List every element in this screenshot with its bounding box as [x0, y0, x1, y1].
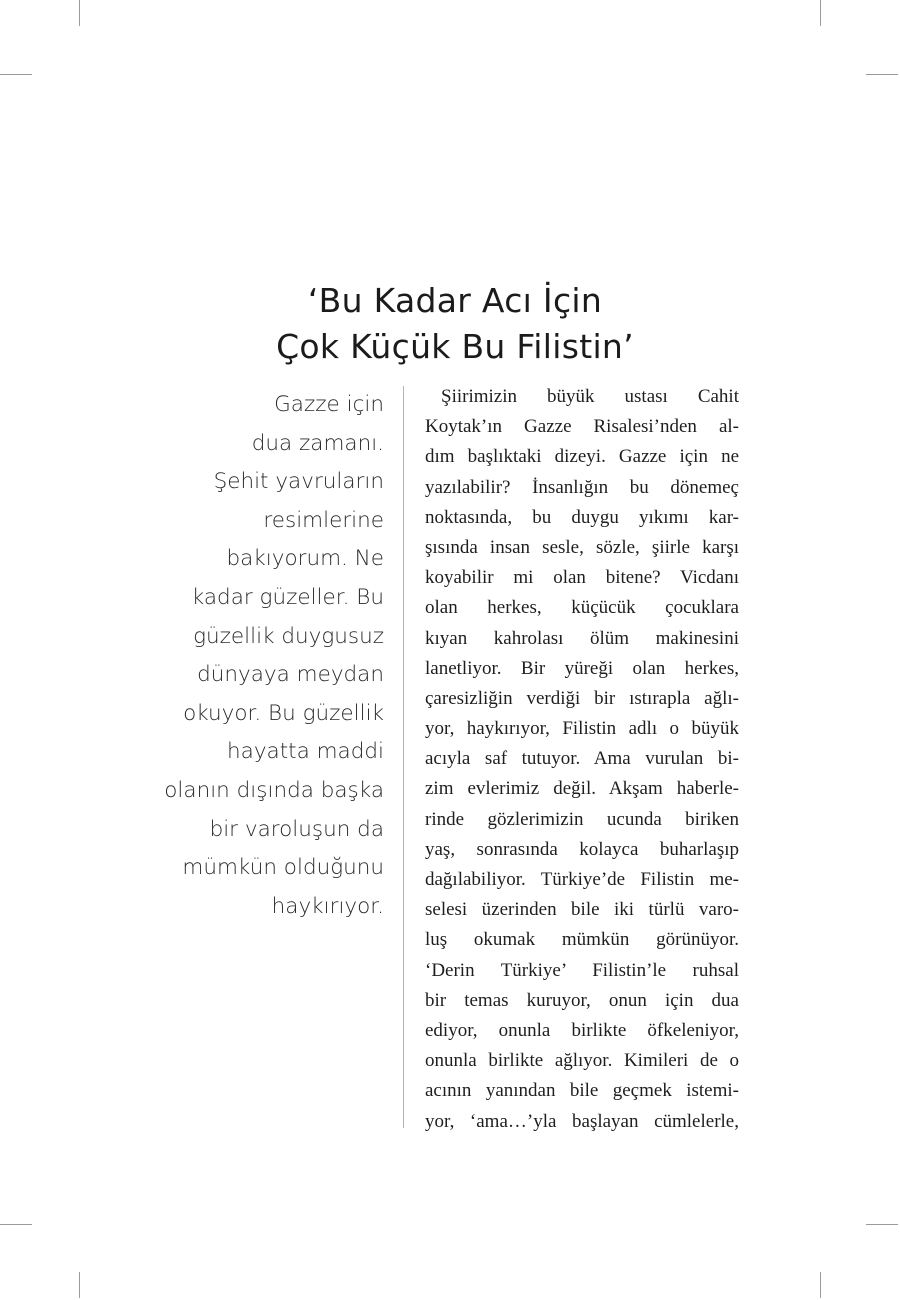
body-line: rinde gözlerimizin ucunda biriken	[425, 808, 739, 830]
chapter-title	[150, 278, 760, 370]
pull-quote-line: Gazze için	[274, 392, 384, 417]
pull-quote-line: hayatta maddi	[227, 739, 384, 765]
body-line: onunla birlikte ağlıyor. Kimileri de o	[425, 1050, 739, 1072]
body-line: ‘Derin Türkiye’ Filistin’le ruhsal	[425, 959, 739, 981]
pull-quote-line: güzellik duygusuz	[193, 623, 384, 649]
chapter-title-line-1: ‘Bu Kadar Acı İçin	[307, 281, 603, 320]
pull-quote-line: dünyaya meydan	[197, 662, 384, 688]
pull-quote-line: bir varoluşun da	[209, 816, 384, 842]
body-line: Şiirimizin büyük ustası Cahit	[441, 386, 739, 407]
body-line: yazılabilir? İnsanlığın bu dönemeç	[425, 476, 739, 498]
pull-quote-line: mümkün olduğunu	[182, 855, 384, 881]
body-line: bir temas kuruyor, onun için dua	[425, 989, 739, 1011]
body-line: dım başlıktaki dizeyi. Gazze için ne	[425, 446, 739, 468]
column-divider	[403, 386, 404, 1128]
pull-quote-line: dua zamanı.	[251, 430, 384, 456]
pull-quote-line: kadar güzeller. Bu	[191, 584, 384, 610]
crop-mark-left-lower	[0, 1224, 32, 1225]
pull-quote-line: okuyor. Bu güzellik	[183, 700, 384, 726]
crop-mark-right-upper	[866, 74, 898, 75]
body-line: olan herkes, küçücük çocuklara	[425, 597, 739, 619]
body-line: çaresizliğin verdiği bir ıstırapla ağlı-	[425, 687, 739, 709]
body-line: kıyan kahrolası ölüm makinesini	[425, 627, 739, 649]
body-line: acının yanından bile geçmek istemi-	[425, 1080, 739, 1102]
pull-quote-line: resimlerine	[263, 507, 384, 533]
body-line: luş okumak mümkün görünüyor.	[425, 929, 739, 951]
body-line: şısında insan sesle, sözle, şiirle karşı	[425, 536, 739, 558]
pull-quote-line: bakıyorum. Ne	[226, 546, 384, 572]
body-line: dağılabiliyor. Türkiye’de Filistin me-	[425, 869, 739, 890]
body-line: yaş, sonrasında kolayca buharlaşıp	[425, 838, 739, 860]
body-line: ediyor, onunla birlikte öfkeleniyor,	[425, 1019, 739, 1041]
pull-quote-line: haykırıyor.	[271, 893, 384, 919]
crop-mark-bottom-right	[820, 1272, 821, 1298]
body-line: koyabilir mi olan bitene? Vicdanı	[425, 567, 739, 589]
pull-quote-line: olanın dışında başka	[164, 777, 384, 803]
body-paragraph	[425, 382, 739, 1137]
body-line: selesi üzerinden bile iki türlü varo-	[425, 899, 739, 921]
body-line: yor, ‘ama…’yla başlayan cümlelerle,	[425, 1110, 739, 1132]
body-line: Koytak’ın Gazze Risalesi’nden al-	[425, 416, 739, 438]
crop-mark-left-upper	[0, 74, 32, 75]
pull-quote-line: Şehit yavruların	[213, 469, 384, 495]
body-line: zim evlerimiz değil. Akşam haberle-	[425, 778, 739, 800]
crop-mark-bottom-left	[79, 1272, 80, 1298]
chapter-title-line-2: Çok Küçük Bu Filistin’	[276, 327, 634, 366]
body-line: yor, haykırıyor, Filistin adlı o büyük	[425, 718, 739, 740]
crop-mark-top-left	[79, 0, 80, 26]
body-line: noktasında, bu duygu yıkımı kar-	[425, 506, 739, 528]
crop-mark-top-right	[820, 0, 821, 26]
body-line: lanetliyor. Bir yüreği olan herkes,	[425, 657, 739, 679]
pull-quote	[150, 386, 384, 926]
body-line: acıyla saf tutuyor. Ama vurulan bi-	[425, 748, 739, 770]
crop-mark-right-lower	[866, 1224, 898, 1225]
